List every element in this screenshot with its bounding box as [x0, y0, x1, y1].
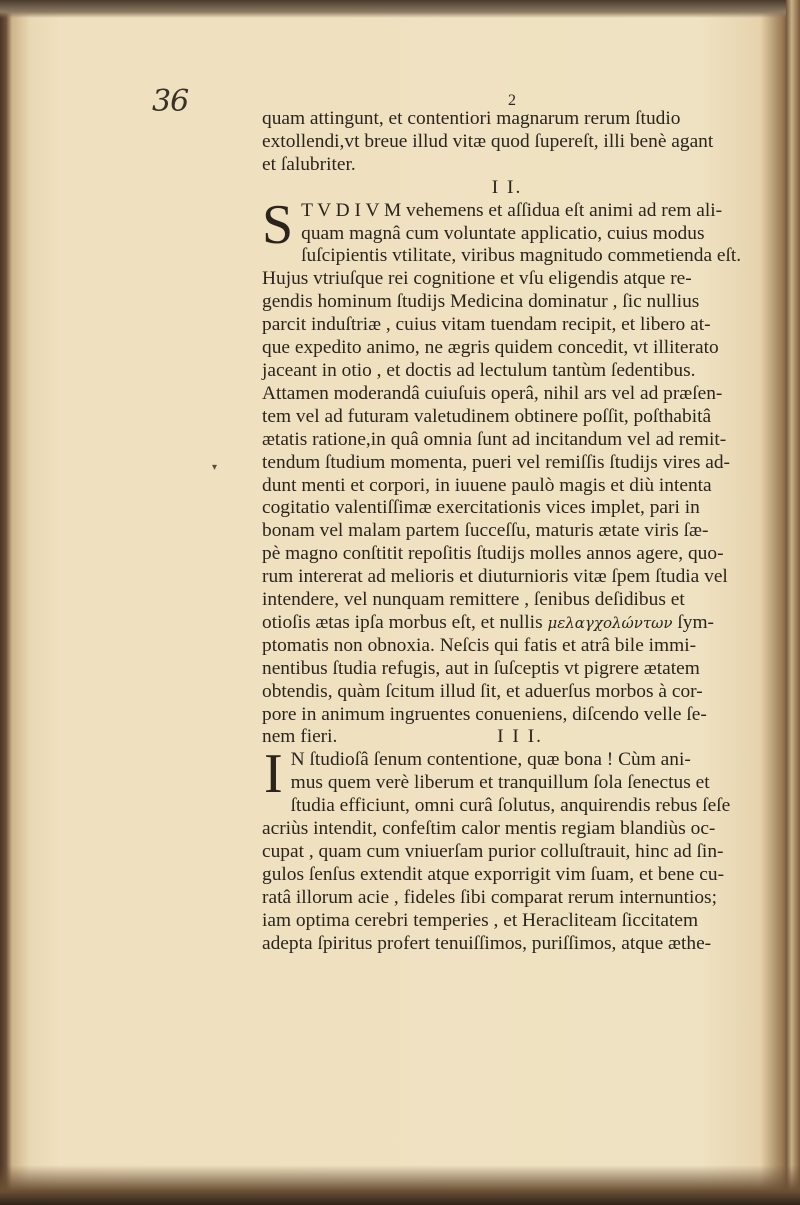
text-line: gulos ſenſus extendit atque exporrigit vim ſuam, et bene cu- — [262, 863, 725, 885]
text-fragment: otioſis ætas ipſa morbus eſt, et nullis — [262, 611, 543, 633]
text-line: ptomatis non obnoxia. Neſcis qui fatis et atrâ bile immi- — [262, 634, 697, 656]
text-line: parcit induſtriæ , cuius vitam tuendam recipit, et libero at- — [262, 314, 711, 336]
text-line: nentibus ſtudia refugis, aut in ſuſceptis vt pigrere ætatem — [262, 657, 700, 679]
text-fragment: nem fieri. — [262, 726, 338, 748]
text-line: Attamen moderandâ cuiuſuis operâ, nihil ars vel ad præſen- — [262, 382, 723, 404]
text-line: et ſalubriter. — [262, 153, 356, 175]
text-line: rum intererat ad melioris et diuturnioris vitæ ſpem ſtudia vel — [262, 566, 728, 588]
text-line: adepta ſpiritus profert tenuiſſimos, puriſſimos, atque æthe- — [262, 932, 712, 954]
text-line: bonam vel malam partem ſucceſſu, maturis ætate viris ſæ- — [262, 520, 709, 542]
text-line: cupat , quam cum vniuerſam purior colluſtrauit, hinc ad ſin- — [262, 841, 724, 862]
text-line: que expedito animo, ne ægris quidem concedit, vt illiterato — [262, 337, 719, 359]
text-line: N ſtudioſâ ſenum contentione, quæ bona ! Cùm ani- — [290, 749, 691, 771]
drop-cap-i: I — [264, 743, 283, 806]
text-line: mus quem verè liberum et tranquillum ſola ſenectus et — [290, 772, 710, 794]
greek-word: μελαγχολώντων — [547, 613, 673, 632]
text-line: jaceant in otio , et doctis ad lectulum tantùm ſedentibus. — [262, 359, 696, 381]
text-line: tendum ſtudium momenta, pueri vel remiſſis ſtudijs vires ad- — [262, 451, 730, 473]
text-line: cogitatio valentiſſimæ exercitationis vices implet, pari in — [262, 497, 700, 519]
section-heading-iii: I I I. — [497, 726, 544, 748]
text-line: extollendi,vt breue illud vitæ quod ſupereſt, illi benè agant — [262, 130, 714, 152]
text-line: tem vel ad futuram valetudinem obtinere poſſit, poſthabitâ — [262, 405, 712, 427]
text-line: quam attingunt, et contentiori magnarum rerum ſtudio — [262, 108, 681, 129]
printed-page-number: 2 — [508, 92, 516, 109]
drop-cap-s: S — [262, 193, 294, 256]
text-line: ætatis ratione,in quâ omnia ſunt ad incitandum vel ad remit- — [262, 428, 727, 450]
text-fragment: ſym- — [677, 611, 714, 633]
text-line: iam optima cerebri temperies , et Heracliteam ſiccitatem — [262, 909, 699, 931]
text-line: pore in animum ingruentes conueniens, diſcendo velle ſe- — [262, 703, 707, 725]
page-text-block — [262, 108, 792, 956]
margin-mark: ▾ — [212, 462, 218, 473]
text-line: ratâ illorum acie , fideles ſibi comparat rerum internuntios; — [262, 886, 717, 908]
book-top-edge — [0, 0, 800, 18]
section-heading-ii: I I. — [491, 176, 523, 198]
text-line-with-heading — [262, 726, 792, 749]
text-line: dunt menti et corpori, in iuuene paulò magis et diù intenta — [262, 474, 712, 496]
text-line: gendis hominum ſtudijs Medicina dominatur , ſic nullius — [262, 291, 700, 313]
text-line: T V D I V M vehemens et aſſidua eſt animi ad rem ali- — [301, 199, 723, 221]
handwritten-folio-number: 36 — [152, 84, 189, 119]
text-line: quam magnâ cum voluntate applicatio, cuius modus — [301, 222, 705, 244]
text-line: pè magno conſtitit repoſitis ſtudijs molles annos agere, quo- — [262, 543, 724, 565]
text-line: acriùs intendit, confeſtim calor mentis regiam blandiùs oc- — [262, 818, 716, 840]
section-iii-paragraph — [262, 743, 792, 955]
text-line: ſuſcipientis vtilitate, viribus magnitudo commetienda eſt. — [301, 245, 742, 267]
book-bottom-edge — [0, 1165, 800, 1205]
text-line: obtendis, quàm ſcitum illud ſit, et aduerſus morbos à cor- — [262, 680, 703, 702]
text-line: Hujus vtriuſque rei cognitione et vſu eligendis atque re- — [262, 268, 692, 290]
text-line: ſtudia efficiunt, omni curâ ſolutus, anquirendis rebus ſeſe — [290, 795, 731, 817]
text-line-with-greek — [262, 612, 792, 635]
section-ii-paragraph — [262, 193, 792, 750]
text-line: intendere, vel nunquam remittere , ſenibus deſidibus et — [262, 589, 685, 611]
